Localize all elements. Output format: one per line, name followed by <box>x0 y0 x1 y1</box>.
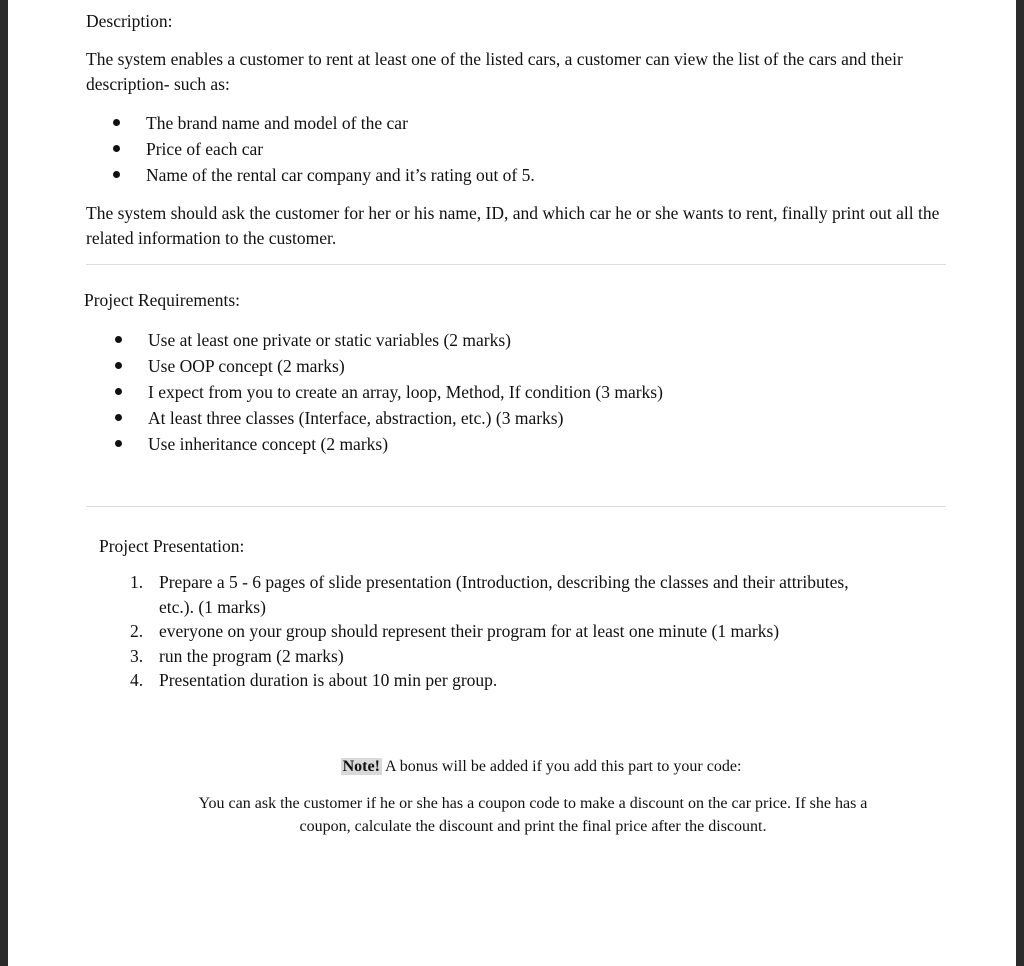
list-item: At least three classes (Interface, abstraction, etc.) (3 marks) <box>88 405 663 431</box>
description-paragraph-2: The system should ask the customer for her or his name, ID, and which car he or she wants to rent, finally print out all the related information to the customer. <box>86 203 940 248</box>
list-item: The brand name and model of the car <box>86 110 535 136</box>
list-item: Use at least one private or static variables (2 marks) <box>88 327 663 353</box>
bullet-icon <box>115 414 122 421</box>
requirements-bullet-list <box>88 327 663 457</box>
list-item: 1. Prepare a 5 - 6 pages of slide presentation (Introduction, describing the classes and their attributes, etc.). (1 marks) <box>130 572 849 617</box>
bullet-icon <box>115 362 122 369</box>
description-bullet-list <box>86 110 535 188</box>
list-item: 4. Presentation duration is about 10 min per group. <box>130 670 498 690</box>
description-paragraph-1: The system enables a customer to rent at least one of the listed cars, a customer can view the list of the cars and their description- such as: <box>86 49 903 94</box>
list-item: 2. everyone on your group should represent their program for at least one minute (1 marks) <box>130 621 780 641</box>
note-label: Note! <box>342 758 380 775</box>
list-item: I expect from you to create an array, loop, Method, If condition (3 marks) <box>88 379 663 405</box>
note-text: A bonus will be added if you add this part to your code: <box>381 758 742 775</box>
section-divider <box>86 264 946 265</box>
bullet-icon <box>115 440 122 447</box>
bullet-icon <box>113 119 120 126</box>
requirements-heading: Project Requirements: <box>84 290 241 310</box>
list-item: 3. run the program (2 marks) <box>130 645 344 666</box>
bullet-icon <box>115 336 122 343</box>
list-item: Price of each car <box>86 136 535 162</box>
bullet-icon <box>113 171 120 178</box>
bullet-icon <box>115 388 122 395</box>
bullet-icon <box>113 145 120 152</box>
list-item: Name of the rental car company and it’s rating out of 5. <box>86 162 535 188</box>
bonus-paragraph: You can ask the customer if he or she has a coupon code to make a discount on the car price. If she has a coupon, calculate the discount and print the final price after the discount. <box>198 795 868 835</box>
document-page <box>8 0 1016 966</box>
note-line <box>8 756 1024 778</box>
description-heading: Description: <box>86 11 173 31</box>
list-item: Use inheritance concept (2 marks) <box>88 431 663 457</box>
presentation-numbered-list <box>130 570 950 693</box>
section-divider <box>86 506 946 507</box>
presentation-heading: Project Presentation: <box>99 536 245 556</box>
list-item: Use OOP concept (2 marks) <box>88 353 663 379</box>
